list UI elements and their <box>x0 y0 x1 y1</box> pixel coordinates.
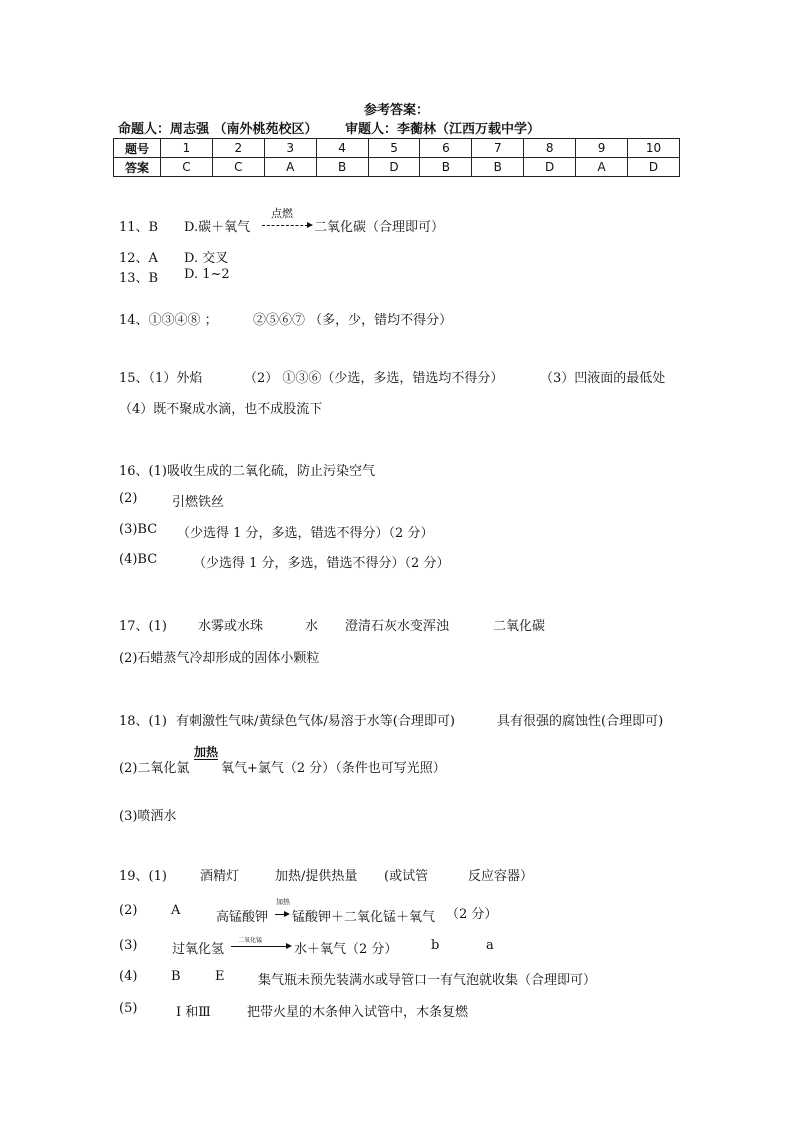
q17-number: 17、(1) <box>119 619 167 634</box>
q19-number: 19、(1) <box>119 869 167 884</box>
q19-line-3-reactant: 过氧化氢 <box>172 942 225 957</box>
q14-part-b: ②⑤⑥⑦ （多，少，错均不得分） <box>253 313 453 328</box>
question-setter: 命题人：周志强 （南外桃苑校区） <box>118 122 318 137</box>
q19-line-2-label: (2) <box>119 903 138 918</box>
q19-answer-3: (或试管 <box>384 869 429 884</box>
q19-line-3-answer-a: a <box>486 938 494 953</box>
answer-title: 参考答案： <box>364 103 430 118</box>
table-cell: B <box>420 158 472 177</box>
table-cell: B <box>472 158 524 177</box>
table-cell: 4 <box>316 139 368 158</box>
q19-line-2-choice: A <box>171 903 181 918</box>
q18-answer-1: 有刺激性气味/黄绿色气体/易溶于水等(合理即可) <box>176 714 455 729</box>
table-cell: 8 <box>524 139 576 158</box>
q19-line-3-label: (3) <box>119 938 138 953</box>
q18-answer-2: 具有很强的腐蚀性(合理即可) <box>497 714 664 729</box>
table-cell: D <box>628 158 680 177</box>
q11-right: 二氧化碳（合理即可） <box>314 220 445 235</box>
q18-line-2-left: (2)二氧化氯 <box>119 761 190 776</box>
q15-part-4: （4）既不聚成水滴，也不成股流下 <box>119 402 323 417</box>
table-cell: A <box>264 158 316 177</box>
row-label-number: 题号 <box>114 139 161 158</box>
q19-line-3-condition: 二氧化锰 <box>238 937 263 944</box>
table-cell: C <box>161 158 213 177</box>
q16-line-2-text: 引燃铁丝 <box>172 495 225 510</box>
q11-arrow-head <box>307 222 313 228</box>
q19-line-4-choice-2: E <box>215 969 225 984</box>
q19-line-5-label: (5) <box>119 1001 138 1016</box>
q19-line-5-choice: I 和Ⅲ <box>176 1005 211 1020</box>
q19-line-3-arrow-line <box>231 946 287 947</box>
q17-line-2: (2)石蜡蒸气冷却形成的固体小颗粒 <box>119 651 320 666</box>
q19-line-5-text: 把带火星的木条伸入试管中，木条复燃 <box>247 1005 469 1020</box>
q19-line-4-label: (4) <box>119 969 138 984</box>
q16-line-4-text: （少选得 1 分，多选，错选不得分）（2 分） <box>193 556 450 571</box>
q11-number: 11、B <box>119 220 159 235</box>
table-cell: 10 <box>628 139 680 158</box>
table-cell: 6 <box>420 139 472 158</box>
table-cell: 1 <box>161 139 213 158</box>
q17-answer-4: 二氧化碳 <box>493 619 546 634</box>
q14-part-a: 14、①③④⑧ ； <box>119 313 218 328</box>
q18-line-2-right: 氧气+氯气（2 分）（条件也可写光照） <box>221 761 446 776</box>
q19-line-2-arrow-head <box>284 911 290 917</box>
question-reviewer: 审题人：李蘅林（江西万载中学） <box>345 122 541 137</box>
q18-line-3: (3)喷洒水 <box>119 809 177 824</box>
q19-line-2-score: （2 分） <box>446 907 498 922</box>
table-cell: 3 <box>264 139 316 158</box>
table-cell: B <box>316 158 368 177</box>
table-cell: 2 <box>212 139 264 158</box>
q16-line-1: 16、(1)吸收生成的二氧化硫，防止污染空气 <box>119 464 375 479</box>
q13-text: D. 1~2 <box>184 267 230 282</box>
table-row-answers <box>114 158 680 177</box>
q19-answer-4: 反应容器） <box>468 869 534 884</box>
table-cell: D <box>524 158 576 177</box>
q19-line-3-arrow-head <box>286 943 292 949</box>
q11-condition: 点燃 <box>271 207 293 220</box>
q18-condition: 加热 <box>194 745 219 759</box>
q15-part-3: （3）凹液面的最低处 <box>540 371 666 386</box>
q16-line-2-label: (2) <box>119 491 138 506</box>
answer-table <box>113 138 680 177</box>
q11-arrow-line <box>262 225 308 226</box>
q11-left: D.碳＋氧气 <box>184 220 251 235</box>
table-cell: C <box>212 158 264 177</box>
q16-line-4-label: (4)BC <box>119 552 158 567</box>
q12-number: 12、A <box>119 251 158 266</box>
q19-answer-2: 加热/提供热量 <box>275 869 358 884</box>
table-cell: A <box>576 158 628 177</box>
table-cell: 9 <box>576 139 628 158</box>
q19-answer-1: 酒精灯 <box>200 869 240 884</box>
q19-line-4-choice-1: B <box>171 969 181 984</box>
row-label-answer: 答案 <box>114 158 161 177</box>
q17-answer-1: 水雾或水珠 <box>198 619 264 634</box>
q12-text: D. 交叉 <box>184 251 229 266</box>
q16-line-3-text: （少选得 1 分，多选，错选不得分）（2 分） <box>177 526 434 541</box>
table-row-numbers <box>114 139 680 158</box>
q15-part-2: （2） ①③⑥（少选，多选，错选均不得分） <box>244 371 504 386</box>
q19-line-3-answer-b: b <box>431 938 440 953</box>
q13-number: 13、B <box>119 271 159 286</box>
q19-line-4-text: 集气瓶未预先装满水或导管口一有气泡就收集（合理即可） <box>258 973 597 988</box>
q16-line-3-label: (3)BC <box>119 522 158 537</box>
q19-line-2-products: 锰酸钾＋二氧化锰＋氧气 <box>292 910 436 925</box>
q19-line-3-products: 水＋氧气（2 分） <box>294 942 398 957</box>
q17-answer-3: 澄清石灰水变浑浊 <box>345 619 450 634</box>
table-cell: 5 <box>368 139 420 158</box>
q18-number: 18、(1) <box>119 714 167 729</box>
q15-part-1: 15、（1）外焰 <box>119 371 203 386</box>
q17-answer-2: 水 <box>305 619 319 634</box>
q18-arrow-line <box>194 759 218 760</box>
table-cell: 7 <box>472 139 524 158</box>
table-cell: D <box>368 158 420 177</box>
q19-line-2-condition: 加热 <box>276 898 290 906</box>
q19-line-2-reactant: 高锰酸钾 <box>216 910 269 925</box>
